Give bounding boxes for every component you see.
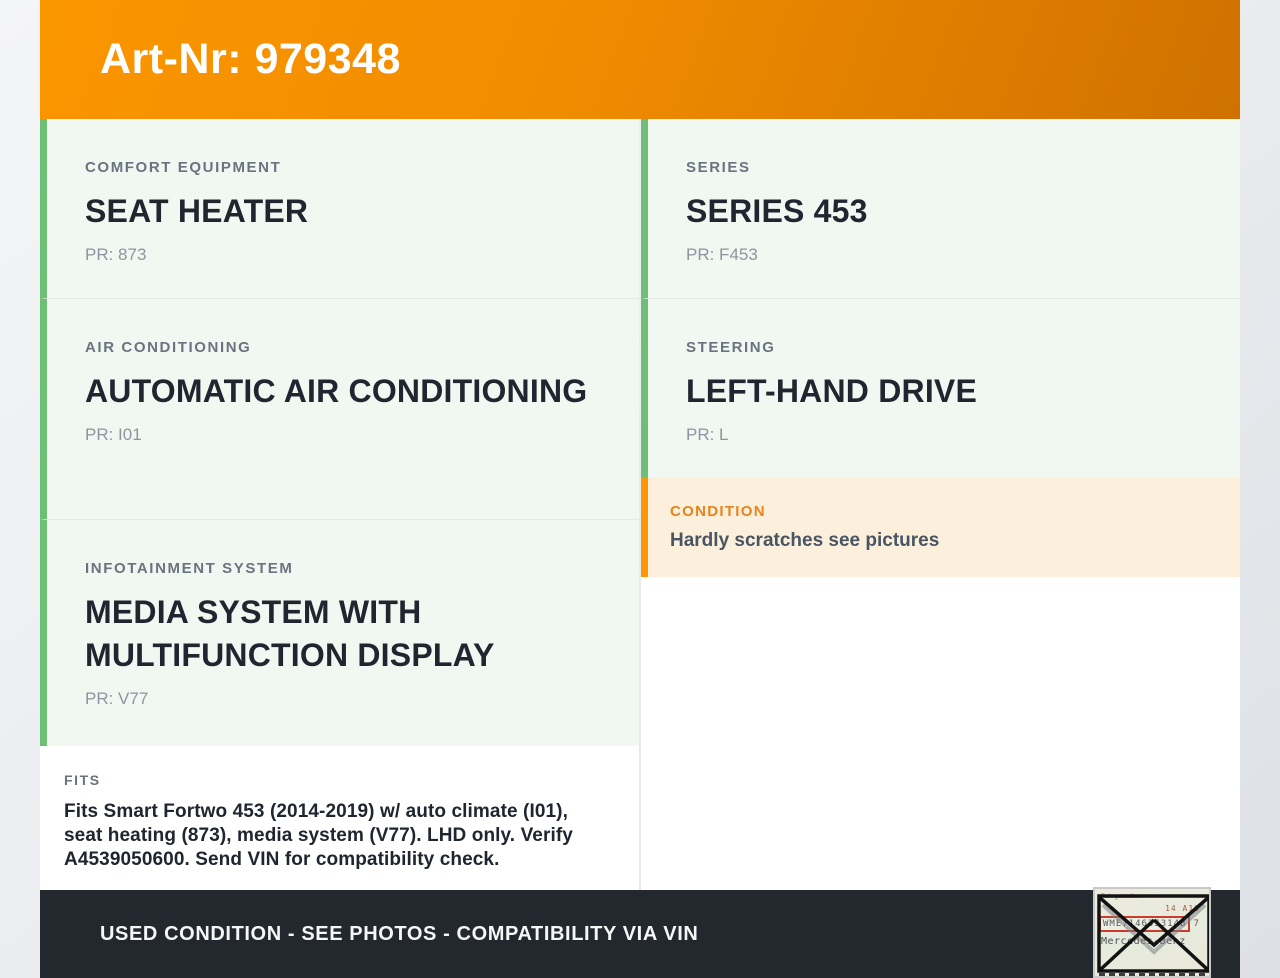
- spec-title: AUTOMATIC AIR CONDITIONING: [85, 373, 588, 409]
- spec-pr-code: PR: I01: [85, 425, 142, 444]
- spec-pr-code: PR: 873: [85, 245, 147, 264]
- condition-notice: [641, 477, 1240, 577]
- doc-label: Fahrgestellnr.: [1101, 894, 1142, 900]
- spec-card-steering: [641, 299, 1240, 477]
- spec-card-comfort-equipment: [40, 119, 639, 299]
- spec-pr-code: PR: F453: [686, 245, 758, 264]
- article-number-title: Art-Nr: 979348: [100, 35, 401, 83]
- spec-card-infotainment: [40, 520, 639, 746]
- condition-text: Hardly scratches see pictures: [670, 530, 940, 551]
- envelope-icon: [1095, 889, 1211, 978]
- spec-label: STEERING: [686, 339, 776, 356]
- fits-description: Fits Smart Fortwo 453 (2014-2019) w/ auto climate (I01), seat heating (873), media system (V77). LHD only. Verify A4539050600. Send VIN for compatibility check.: [64, 801, 573, 870]
- fits-label: FITS: [64, 772, 101, 788]
- vin-suffix: 7: [1193, 919, 1199, 929]
- condition-label: CONDITION: [670, 503, 766, 520]
- spec-grid: [40, 119, 1240, 890]
- spec-label: COMFORT EQUIPMENT: [85, 159, 282, 176]
- column-right: [641, 119, 1240, 890]
- spec-pr-code: PR: V77: [85, 689, 149, 708]
- spec-title: MEDIA SYSTEM WITH MULTIFUNCTION DISPLAY: [85, 594, 495, 673]
- spec-label: SERIES: [686, 159, 751, 176]
- spec-card-series: [641, 119, 1240, 299]
- vin-highlight-box: WME71463J314B: [1099, 916, 1190, 932]
- footer-text: USED CONDITION - SEE PHOTOS - COMPATIBILITY VIA VIN: [100, 922, 699, 945]
- spec-label: INFOTAINMENT SYSTEM: [85, 560, 294, 577]
- column-left: [40, 119, 639, 890]
- empty-panel: [641, 577, 1240, 890]
- spec-label: AIR CONDITIONING: [85, 339, 252, 356]
- spec-title: SERIES 453: [686, 193, 868, 229]
- header: [40, 0, 1240, 119]
- spec-title: SEAT HEATER: [85, 193, 309, 229]
- doc-registration-text: 14 A16: [1165, 904, 1200, 913]
- spec-pr-code: PR: L: [686, 425, 729, 444]
- product-card: [40, 0, 1240, 978]
- spec-title: LEFT-HAND DRIVE: [686, 373, 977, 409]
- spec-card-air-conditioning: [40, 299, 639, 520]
- doc-brand-text: Mercedes-Benz: [1101, 936, 1186, 947]
- vin-document-thumbnail: [1093, 887, 1211, 978]
- fits-section: [40, 746, 639, 890]
- footer-bar: [40, 890, 1240, 978]
